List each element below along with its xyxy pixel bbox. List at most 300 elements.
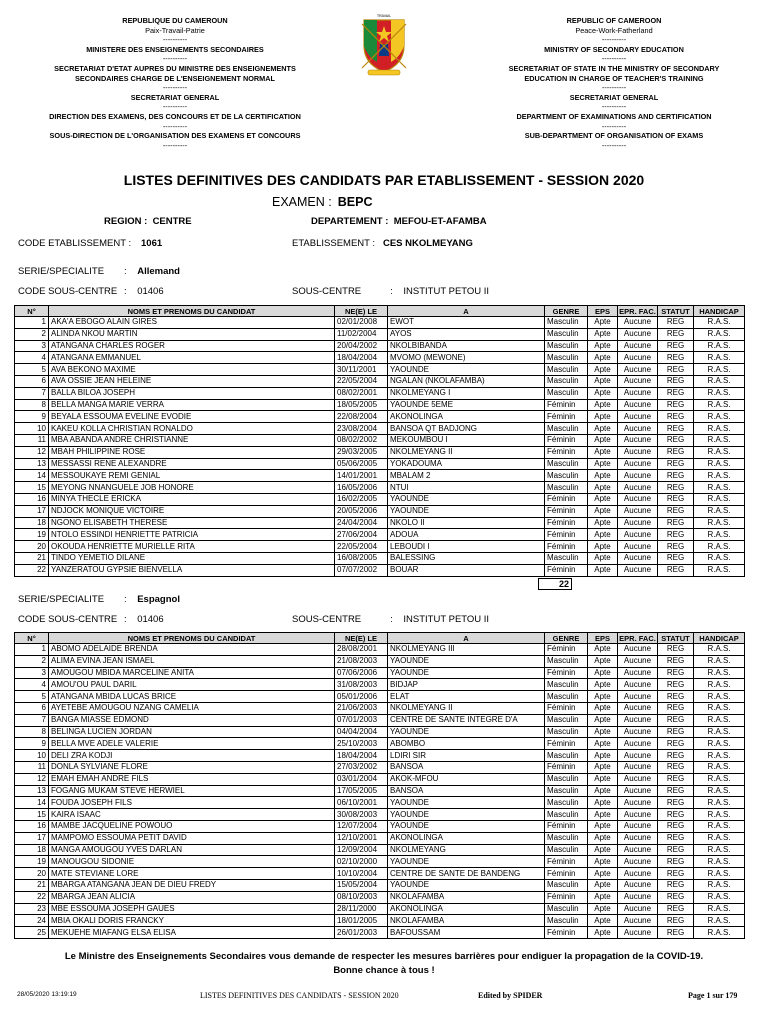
- table-cell: Aucune: [618, 387, 658, 399]
- table-cell: REG: [658, 411, 694, 423]
- table-cell: REG: [658, 493, 694, 505]
- table-cell: Féminin: [545, 446, 588, 458]
- table-cell: REG: [658, 482, 694, 494]
- table-cell: Masculin: [545, 552, 588, 564]
- table-row: [15, 317, 745, 329]
- table-cell: Apte: [588, 844, 618, 856]
- table-row: [15, 564, 745, 576]
- table-cell: Féminin: [545, 856, 588, 868]
- table-cell: R.A.S.: [694, 809, 745, 821]
- table-cell: R.A.S.: [694, 352, 745, 364]
- code-sc-line-1: [18, 286, 117, 297]
- table-cell: 21/08/2003: [335, 655, 388, 667]
- table-cell: 9: [15, 411, 49, 423]
- etab-value: CES NKOLMEYANG: [382, 238, 473, 249]
- table-cell: Masculin: [545, 714, 588, 726]
- table-cell: Apte: [588, 387, 618, 399]
- table-row: [15, 667, 745, 679]
- serie-value: Espagnol: [137, 594, 180, 605]
- table-cell: R.A.S.: [694, 644, 745, 656]
- table-cell: 1: [15, 644, 49, 656]
- table-cell: LEBOUDI I: [388, 541, 545, 553]
- table-cell: Aucune: [618, 328, 658, 340]
- serie-line-2: [18, 594, 104, 605]
- table-cell: BELLA MVE ADELE VALERIE: [49, 738, 335, 750]
- table-cell: Féminin: [545, 411, 588, 423]
- table-row: [15, 470, 745, 482]
- table-cell: 08/02/2001: [335, 387, 388, 399]
- table-cell: REG: [658, 820, 694, 832]
- table-row: [15, 655, 745, 667]
- table-row: [15, 387, 745, 399]
- serie-value-1: : Allemand: [124, 266, 180, 277]
- table-cell: 8: [15, 399, 49, 411]
- table-cell: Aucune: [618, 505, 658, 517]
- table-cell: 18: [15, 844, 49, 856]
- table-cell: Aucune: [618, 714, 658, 726]
- footer-page: Page 1 sur 179: [688, 991, 738, 1000]
- table-cell: Aucune: [618, 458, 658, 470]
- table-cell: 6: [15, 702, 49, 714]
- table-cell: CENTRE DE SANTE INTEGRE D'A: [388, 714, 545, 726]
- table-cell: 24: [15, 915, 49, 927]
- table-cell: 10: [15, 750, 49, 762]
- table-cell: ELAT: [388, 691, 545, 703]
- emblem-text: TRAVAIL: [376, 14, 392, 18]
- table-row: [15, 702, 745, 714]
- table-cell: Masculin: [545, 470, 588, 482]
- table-cell: 14/01/2001: [335, 470, 388, 482]
- table-cell: BOUAR: [388, 564, 545, 576]
- table-cell: 8: [15, 726, 49, 738]
- table-cell: Apte: [588, 891, 618, 903]
- col-header: N°: [15, 633, 49, 644]
- table-cell: R.A.S.: [694, 761, 745, 773]
- table-row: [15, 434, 745, 446]
- exam-line: [272, 195, 372, 209]
- table-cell: AYETEBE AMOUGOU NZANG CAMELIA: [49, 702, 335, 714]
- table-cell: Apte: [588, 738, 618, 750]
- table-cell: Féminin: [545, 529, 588, 541]
- table-cell: 5: [15, 691, 49, 703]
- table-cell: Apte: [588, 856, 618, 868]
- table-row: [15, 832, 745, 844]
- sc-line-1: SOUS-CENTRE : INSTITUT PETOU II: [292, 286, 490, 297]
- table-row: [15, 761, 745, 773]
- serie-label: SERIE/SPECIALITE: [18, 594, 105, 605]
- table-cell: Féminin: [545, 541, 588, 553]
- table-body-1: [15, 317, 745, 577]
- table-cell: Apte: [588, 470, 618, 482]
- table-cell: 3: [15, 340, 49, 352]
- table-cell: Aucune: [618, 679, 658, 691]
- table-cell: Apte: [588, 927, 618, 939]
- table-cell: REG: [658, 773, 694, 785]
- table-cell: MVOMO (MEWONE): [388, 352, 545, 364]
- table-cell: Aucune: [618, 797, 658, 809]
- table-cell: Aucune: [618, 856, 658, 868]
- table-cell: Aucune: [618, 352, 658, 364]
- table-cell: Aucune: [618, 482, 658, 494]
- code-sc-value-1: : 01406: [124, 286, 164, 297]
- table-cell: NKOLAFAMBA: [388, 915, 545, 927]
- table-cell: R.A.S.: [694, 434, 745, 446]
- header-left-line: MINISTERE DES ENSEIGNEMENTS SECONDAIRES: [86, 44, 264, 54]
- table-cell: Apte: [588, 879, 618, 891]
- table-cell: R.A.S.: [694, 667, 745, 679]
- table-cell: MBALAM 2: [388, 470, 545, 482]
- table-row: [15, 505, 745, 517]
- table-cell: 03/01/2004: [335, 773, 388, 785]
- table-cell: 04/04/2004: [335, 726, 388, 738]
- table-cell: ATANGANA EMMANUEL: [49, 352, 335, 364]
- col-header: NE(E) LE: [335, 633, 388, 644]
- header-right-line: MINISTRY OF SECONDARY EDUCATION: [544, 44, 684, 54]
- table-cell: MBA ABANDA ANDRE CHRISTIANNE: [49, 434, 335, 446]
- sc-line-2: SOUS-CENTRE : INSTITUT PETOU II: [292, 614, 490, 625]
- table-cell: AVA OSSIE JEAN HELEINE: [49, 375, 335, 387]
- table-cell: REG: [658, 387, 694, 399]
- table-cell: REG: [658, 856, 694, 868]
- table-cell: 2: [15, 655, 49, 667]
- header-left-line: Paix-Travail-Patrie: [145, 25, 205, 35]
- table-cell: ALIMA EVINA JEAN ISMAEL: [49, 655, 335, 667]
- table-cell: BANSOA: [388, 761, 545, 773]
- table-cell: 10: [15, 423, 49, 435]
- table-row: [15, 868, 745, 880]
- table-cell: ATANGANA MBIDA LUCAS BRICE: [49, 691, 335, 703]
- table-cell: Féminin: [545, 667, 588, 679]
- table-cell: 1: [15, 317, 49, 329]
- table-cell: Aucune: [618, 470, 658, 482]
- table-cell: R.A.S.: [694, 328, 745, 340]
- header-right-line: ----------: [601, 121, 627, 131]
- table-cell: 25/10/2003: [335, 738, 388, 750]
- table-cell: REG: [658, 679, 694, 691]
- table-cell: Féminin: [545, 738, 588, 750]
- table-cell: 07/06/2006: [335, 667, 388, 679]
- table-cell: YOKADOUMA: [388, 458, 545, 470]
- table-cell: REG: [658, 655, 694, 667]
- header-right-line: SECRETARIAT OF STATE IN THE MINISTRY OF SECONDARY: [508, 63, 720, 73]
- table-row: [15, 446, 745, 458]
- table-cell: REG: [658, 915, 694, 927]
- table-cell: OKOUDA HENRIETTE MURIELLE RITA: [49, 541, 335, 553]
- sc-value: INSTITUT PETOU II: [403, 614, 490, 625]
- table-cell: R.A.S.: [694, 541, 745, 553]
- region-label: REGION :: [104, 216, 148, 227]
- table-cell: Aucune: [618, 927, 658, 939]
- col-header: EPR. FAC.: [619, 633, 656, 643]
- table-cell: R.A.S.: [694, 364, 745, 376]
- table-cell: 05/06/2005: [335, 458, 388, 470]
- table-cell: 11/02/2004: [335, 328, 388, 340]
- table-cell: Apte: [588, 750, 618, 762]
- table-cell: MEYONG NNANGUELE JOB HONORE: [49, 482, 335, 494]
- table-cell: 16: [15, 820, 49, 832]
- table-cell: 19: [15, 856, 49, 868]
- table-cell: R.A.S.: [694, 856, 745, 868]
- table-cell: REG: [658, 844, 694, 856]
- table-cell: R.A.S.: [694, 470, 745, 482]
- header-right-line: DEPARTMENT OF EXAMINATIONS AND CERTIFICATION: [516, 111, 712, 121]
- table-cell: 23/08/2004: [335, 423, 388, 435]
- table-cell: 17: [15, 832, 49, 844]
- table-cell: TINDO YEMETIO DILANE: [49, 552, 335, 564]
- table-cell: 25: [15, 927, 49, 939]
- table-cell: CENTRE DE SANTE DE BANDENG: [388, 868, 545, 880]
- header-left-line: ----------: [162, 102, 188, 112]
- table-cell: R.A.S.: [694, 927, 745, 939]
- table-cell: REG: [658, 470, 694, 482]
- header-right-line: ----------: [601, 140, 627, 150]
- header-left-line: ----------: [162, 54, 188, 64]
- table-cell: MANOUGOU SIDONIE: [49, 856, 335, 868]
- table-cell: Féminin: [545, 820, 588, 832]
- table-cell: R.A.S.: [694, 785, 745, 797]
- table-cell: Aucune: [618, 541, 658, 553]
- table-cell: YAOUNDE: [388, 655, 545, 667]
- etab-line: [292, 238, 473, 249]
- table-cell: REG: [658, 797, 694, 809]
- table-cell: MAMPOMO ESSOUMA PETIT DAVID: [49, 832, 335, 844]
- table-cell: Apte: [588, 411, 618, 423]
- table-cell: AYOS: [388, 328, 545, 340]
- table-cell: BIDJAP: [388, 679, 545, 691]
- table-cell: Aucune: [618, 644, 658, 656]
- table-cell: Apte: [588, 761, 618, 773]
- table-cell: 11: [15, 434, 49, 446]
- table-cell: AVA BEKONO MAXIME: [49, 364, 335, 376]
- table-cell: R.A.S.: [694, 915, 745, 927]
- table-cell: Apte: [588, 820, 618, 832]
- table-cell: YANZERATOU GYPSIE BIENVELLA: [49, 564, 335, 576]
- col-header: HANDICAP: [694, 306, 745, 317]
- table-cell: 13: [15, 785, 49, 797]
- table-cell: R.A.S.: [694, 773, 745, 785]
- table-cell: REG: [658, 458, 694, 470]
- table-cell: Apte: [588, 517, 618, 529]
- table-cell: AKONOLINGA: [388, 411, 545, 423]
- table-cell: AKA'A EBOGO ALAIN GIRES: [49, 317, 335, 329]
- table-cell: Masculin: [545, 750, 588, 762]
- table-cell: REG: [658, 903, 694, 915]
- table-row: [15, 820, 745, 832]
- table-cell: 9: [15, 738, 49, 750]
- table-cell: REG: [658, 552, 694, 564]
- table-cell: NTOLO ESSINDI HENRIETTE PATRICIA: [49, 529, 335, 541]
- table-cell: R.A.S.: [694, 375, 745, 387]
- table-cell: R.A.S.: [694, 446, 745, 458]
- table-cell: BELINGA LUCIEN JORDAN: [49, 726, 335, 738]
- table-cell: Apte: [588, 726, 618, 738]
- table-cell: Masculin: [545, 679, 588, 691]
- table-cell: REG: [658, 317, 694, 329]
- table-cell: R.A.S.: [694, 903, 745, 915]
- table-row: [15, 809, 745, 821]
- table-cell: REG: [658, 505, 694, 517]
- table-cell: REG: [658, 375, 694, 387]
- table-cell: 06/10/2001: [335, 797, 388, 809]
- table-cell: ADOUA: [388, 529, 545, 541]
- serie-label: SERIE/SPECIALITE: [18, 266, 105, 277]
- table-cell: 22/05/2004: [335, 375, 388, 387]
- table-row: [15, 399, 745, 411]
- table-cell: 28/11/2000: [335, 903, 388, 915]
- table-cell: Masculin: [545, 879, 588, 891]
- table-cell: Apte: [588, 541, 618, 553]
- table-cell: Apte: [588, 691, 618, 703]
- table-cell: MBAH PHILIPPINE ROSE: [49, 446, 335, 458]
- table-cell: 07/07/2002: [335, 564, 388, 576]
- table-cell: R.A.S.: [694, 714, 745, 726]
- table-cell: R.A.S.: [694, 891, 745, 903]
- header-left-line: ----------: [162, 35, 188, 45]
- table-cell: NKOLMEYANG II: [388, 702, 545, 714]
- table-cell: LDIRI SIR: [388, 750, 545, 762]
- table-cell: Aucune: [618, 423, 658, 435]
- header-left-line: ----------: [162, 121, 188, 131]
- table-cell: 22: [15, 564, 49, 576]
- header-left-line: DIRECTION DES EXAMENS, DES CONCOURS ET DE LA CERTIFICATION: [49, 111, 301, 121]
- table-cell: 29/03/2005: [335, 446, 388, 458]
- table-cell: 12: [15, 773, 49, 785]
- table-header-row: [15, 306, 745, 317]
- table-cell: 24/04/2004: [335, 517, 388, 529]
- table-cell: MESSASSI RENE ALEXANDRE: [49, 458, 335, 470]
- table-row: [15, 411, 745, 423]
- footer-timestamp: 28/05/2020 13:19:19: [17, 991, 77, 998]
- table-cell: Aucune: [618, 891, 658, 903]
- header-right-line: REPUBLIC OF CAMEROON: [566, 16, 662, 25]
- table-cell: FOGANG MUKAM STEVE HERWIEL: [49, 785, 335, 797]
- table-cell: 12/10/2001: [335, 832, 388, 844]
- table-cell: Féminin: [545, 702, 588, 714]
- table-cell: Aucune: [618, 411, 658, 423]
- table-cell: MBIA OKALI DORIS FRANCKY: [49, 915, 335, 927]
- header-right-line: ----------: [601, 35, 627, 45]
- table-cell: 16: [15, 493, 49, 505]
- table-cell: 11: [15, 761, 49, 773]
- table-cell: Aucune: [618, 667, 658, 679]
- table-cell: NTUI: [388, 482, 545, 494]
- notice-line-1: Le Ministre des Enseignements Secondaires vous demande de respecter les mesures barrières pour endiguer la propagation de la COVID-19.: [64, 951, 704, 962]
- table-cell: Masculin: [545, 387, 588, 399]
- table-cell: 21: [15, 552, 49, 564]
- table-cell: MAMBE JACQUELINE POWOUO: [49, 820, 335, 832]
- table-cell: R.A.S.: [694, 868, 745, 880]
- table-cell: Aucune: [618, 517, 658, 529]
- table-cell: EWOT: [388, 317, 545, 329]
- col-header: GENRE: [545, 306, 588, 317]
- exam-value: BEPC: [337, 195, 373, 209]
- departement-label: DEPARTEMENT :: [311, 216, 389, 227]
- table-cell: Féminin: [545, 434, 588, 446]
- table-cell: Apte: [588, 785, 618, 797]
- table-cell: Apte: [588, 352, 618, 364]
- table-cell: R.A.S.: [694, 820, 745, 832]
- table-cell: REG: [658, 702, 694, 714]
- table-row: [15, 879, 745, 891]
- table-row: [15, 691, 745, 703]
- table-cell: Aucune: [618, 809, 658, 821]
- table-cell: YAOUNDE: [388, 505, 545, 517]
- table-cell: 08/10/2003: [335, 891, 388, 903]
- table-cell: YAOUNDE: [388, 364, 545, 376]
- col-header: N°: [15, 306, 49, 317]
- table-cell: KAIRA ISAAC: [49, 809, 335, 821]
- table-cell: MINYA THECLE ERICKA: [49, 493, 335, 505]
- table-row: [15, 856, 745, 868]
- col-header: EPR. FAC.: [619, 306, 656, 316]
- table-cell: ABOMO ADELAIDE BRENDA: [49, 644, 335, 656]
- table-cell: BELLA MANGA MARIE VERRA: [49, 399, 335, 411]
- table-cell: 18/04/2004: [335, 750, 388, 762]
- table-cell: Aucune: [618, 879, 658, 891]
- table-cell: R.A.S.: [694, 679, 745, 691]
- table-cell: Aucune: [618, 820, 658, 832]
- table-cell: Masculin: [545, 797, 588, 809]
- table-row: [15, 927, 745, 939]
- table-cell: AKOK-MFOU: [388, 773, 545, 785]
- table-cell: REG: [658, 750, 694, 762]
- table-cell: Apte: [588, 655, 618, 667]
- table-cell: 18/04/2004: [335, 352, 388, 364]
- table-cell: YAOUNDE 5EME: [388, 399, 545, 411]
- table-cell: 07/01/2003: [335, 714, 388, 726]
- table-row: [15, 482, 745, 494]
- code-etab-value: [141, 238, 162, 249]
- header-left-line: REPUBLIQUE DU CAMEROUN: [122, 16, 228, 25]
- table-cell: R.A.S.: [694, 529, 745, 541]
- table-cell: YAOUNDE: [388, 820, 545, 832]
- coat-of-arms-icon: [358, 12, 410, 78]
- table-cell: Masculin: [545, 691, 588, 703]
- table-row: [15, 552, 745, 564]
- table-cell: Aucune: [618, 773, 658, 785]
- table-cell: 20: [15, 868, 49, 880]
- table-cell: Apte: [588, 317, 618, 329]
- table-cell: 12/07/2004: [335, 820, 388, 832]
- table-cell: Apte: [588, 679, 618, 691]
- table-cell: Masculin: [545, 317, 588, 329]
- col-header: EPS: [588, 306, 618, 317]
- table-cell: Apte: [588, 446, 618, 458]
- table-cell: REG: [658, 761, 694, 773]
- table-cell: Apte: [588, 667, 618, 679]
- table-cell: Masculin: [545, 482, 588, 494]
- table-row: [15, 458, 745, 470]
- table-cell: Apte: [588, 773, 618, 785]
- table-cell: R.A.S.: [694, 399, 745, 411]
- table-cell: 30/11/2001: [335, 364, 388, 376]
- table-cell: Aucune: [618, 364, 658, 376]
- table-cell: YAOUNDE: [388, 667, 545, 679]
- table-cell: KAKEU KOLLA CHRISTIAN RONALDO: [49, 423, 335, 435]
- table-cell: Aucune: [618, 340, 658, 352]
- table-cell: REG: [658, 340, 694, 352]
- table-cell: DONLA SYLVIANE FLORE: [49, 761, 335, 773]
- header-right-line: ----------: [601, 54, 627, 64]
- table-row: [15, 340, 745, 352]
- header-left-line: SOUS-DIRECTION DE L'ORGANISATION DES EXAMENS ET CONCOURS: [49, 131, 301, 141]
- table-cell: 18: [15, 517, 49, 529]
- table-cell: Apte: [588, 375, 618, 387]
- table-cell: R.A.S.: [694, 797, 745, 809]
- sc-label: SOUS-CENTRE: [292, 286, 362, 297]
- table-cell: BEYALA ESSOUMA EVELINE EVODIE: [49, 411, 335, 423]
- table-cell: 30/08/2003: [335, 809, 388, 821]
